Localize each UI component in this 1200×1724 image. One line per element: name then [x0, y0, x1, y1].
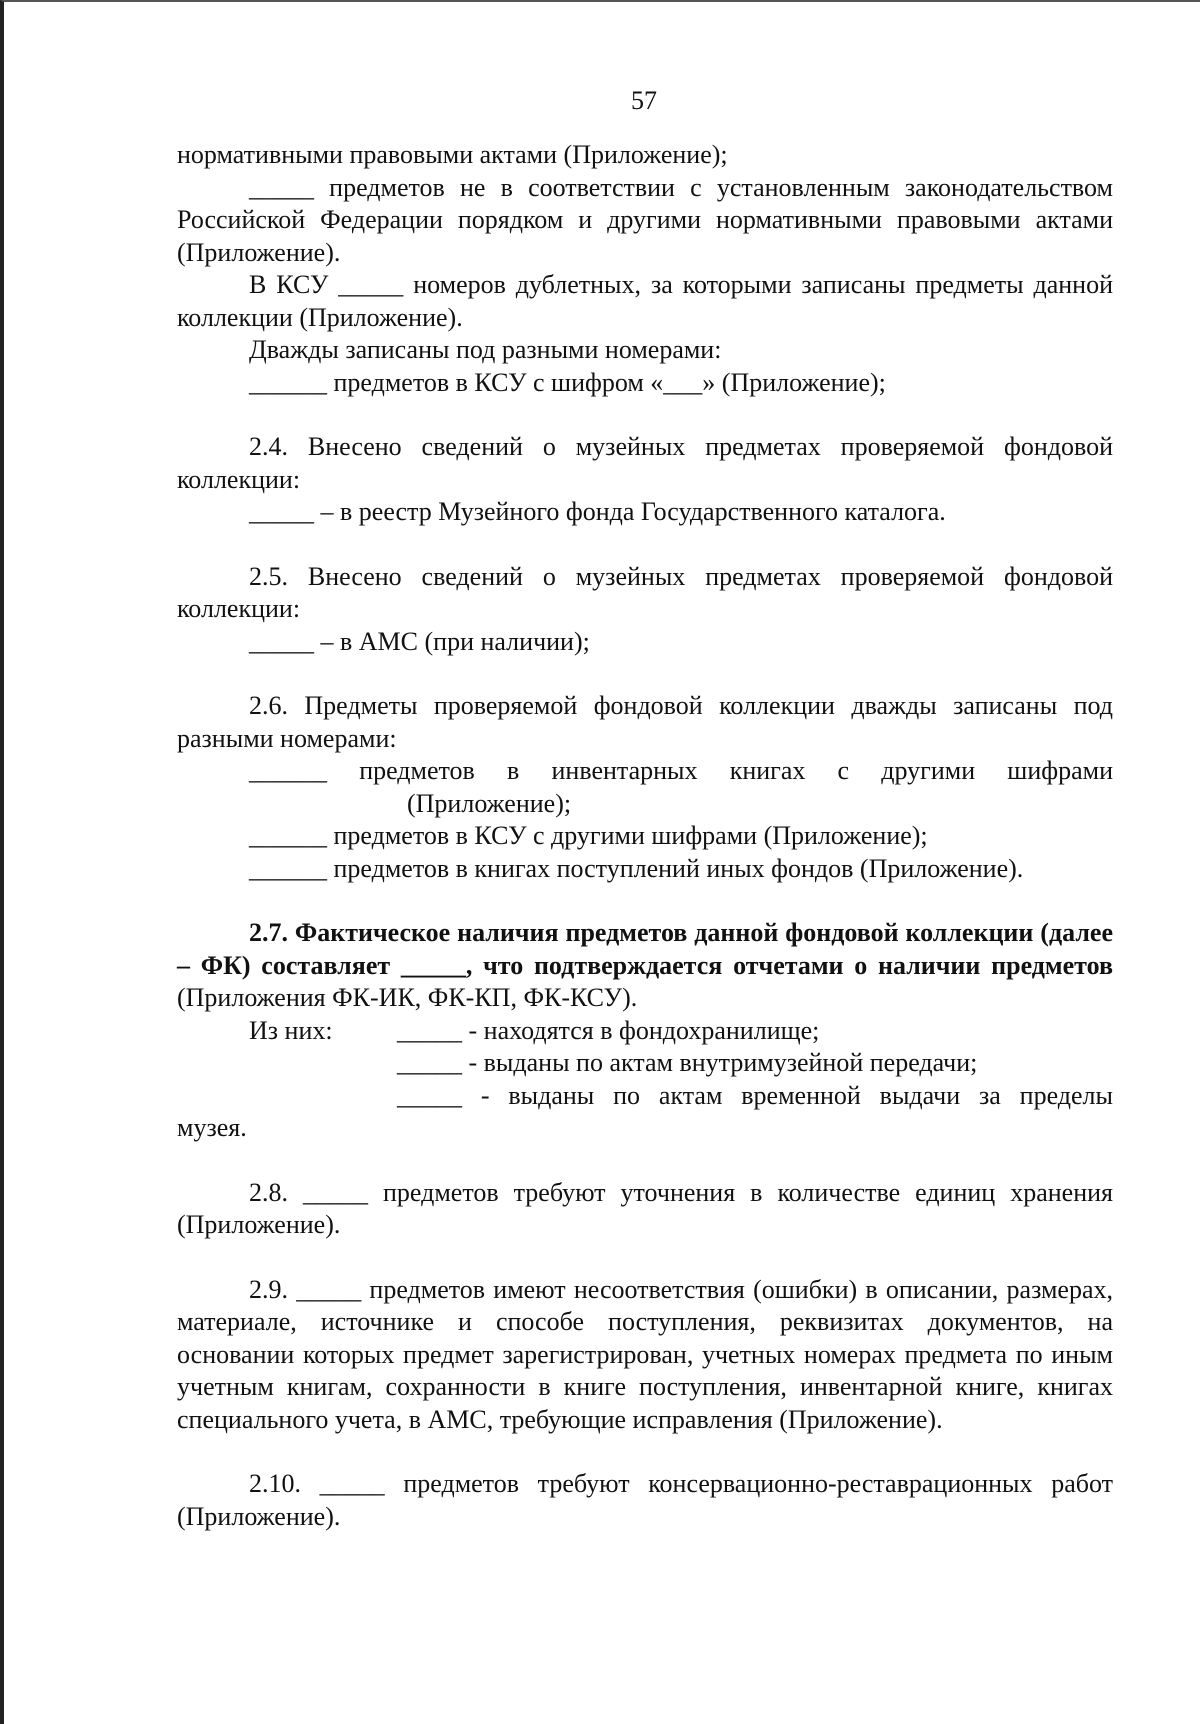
text-line: нормативными правовыми актами (Приложение);: [177, 140, 728, 169]
section-2-4-heading: 2.4. Внесено сведений о музейных предметах проверяемой фондовой коллекции:: [177, 432, 1113, 494]
section-2-6-heading: 2.6. Предметы проверяемой фондовой коллекции дважды записаны под разными номерами:: [177, 691, 1113, 753]
section-2-7-bold-text: 2.7. Фактическое наличия предметов данной фондовой коллекции (далее – ФК) составляет _____, что подтверждается отчетами о наличии предметов: [177, 918, 1113, 980]
section-2-7-normal-text: (Приложения ФК-ИК, ФК-КП, ФК-КСУ).: [177, 983, 638, 1012]
section-2-6-item-continuation: (Приложение);: [407, 788, 572, 818]
from-them-row: [177, 1015, 1113, 1048]
from-them-item: _____ - находятся в фондохранилище;: [397, 1015, 820, 1045]
text-line: Дважды записаны под разными номерами:: [249, 335, 722, 364]
from-them-item: _____ - выданы по актам внутримузейной передачи;: [397, 1048, 978, 1077]
from-them-item-continuation: музея.: [177, 1113, 247, 1142]
paragraph-ksu-duplicates: В КСУ _____ номеров дублетных, за которыми записаны предметы данной коллекции (Приложение).: [177, 270, 1113, 332]
section-2-4-item: _____ – в реестр Музейного фонда Государственного каталога.: [249, 497, 946, 526]
section-2-5-heading: 2.5. Внесено сведений о музейных предметах проверяемой фондовой коллекции:: [177, 561, 1113, 623]
section-2-9-paragraph: 2.9. _____ предметов имеют несоответствия (ошибки) в описании, размерах, материале, источнике и способе поступления, реквизитах документов, на основании которых предмет зарегистрирован, учетных номерах предмета по иным учетным книгам, сохранности в книге поступления, инвентарной книге, книгах специального учета, в АМС, требующие исправления (Приложение).: [177, 1274, 1113, 1434]
from-them-label: Из них:: [249, 1015, 333, 1045]
section-2-5-item: _____ – в АМС (при наличии);: [249, 626, 590, 656]
text-line: ______ предметов в КСУ с шифром «___» (Приложение);: [249, 367, 886, 397]
section-2-8-paragraph: 2.8. _____ предметов требуют уточнения в количестве единиц хранения (Приложение).: [177, 1177, 1113, 1239]
paragraph-not-compliant: _____ предметов не в соответствии с установленным законодательством Российской Федерации порядком и другими нормативными правовыми актами (Приложение).: [177, 172, 1113, 267]
section-2-10-paragraph: 2.10. _____ предметов требуют консервационно-реставрационных работ (Приложение).: [177, 1469, 1113, 1531]
page-number: 57: [631, 86, 657, 115]
section-2-6-item: ______ предметов в книгах поступлений иных фондов (Приложение).: [249, 853, 1024, 883]
page-content: [177, 139, 1113, 1533]
section-2-6-item: ______ предметов в КСУ с другими шифрами (Приложение);: [249, 821, 928, 850]
section-2-6-item: ______ предметов в инвентарных книгах с другими шифрами: [249, 756, 1113, 785]
section-2-7-paragraph: [177, 917, 1113, 1015]
from-them-item: _____ - выданы по актам временной выдачи за пределы: [397, 1080, 1113, 1110]
